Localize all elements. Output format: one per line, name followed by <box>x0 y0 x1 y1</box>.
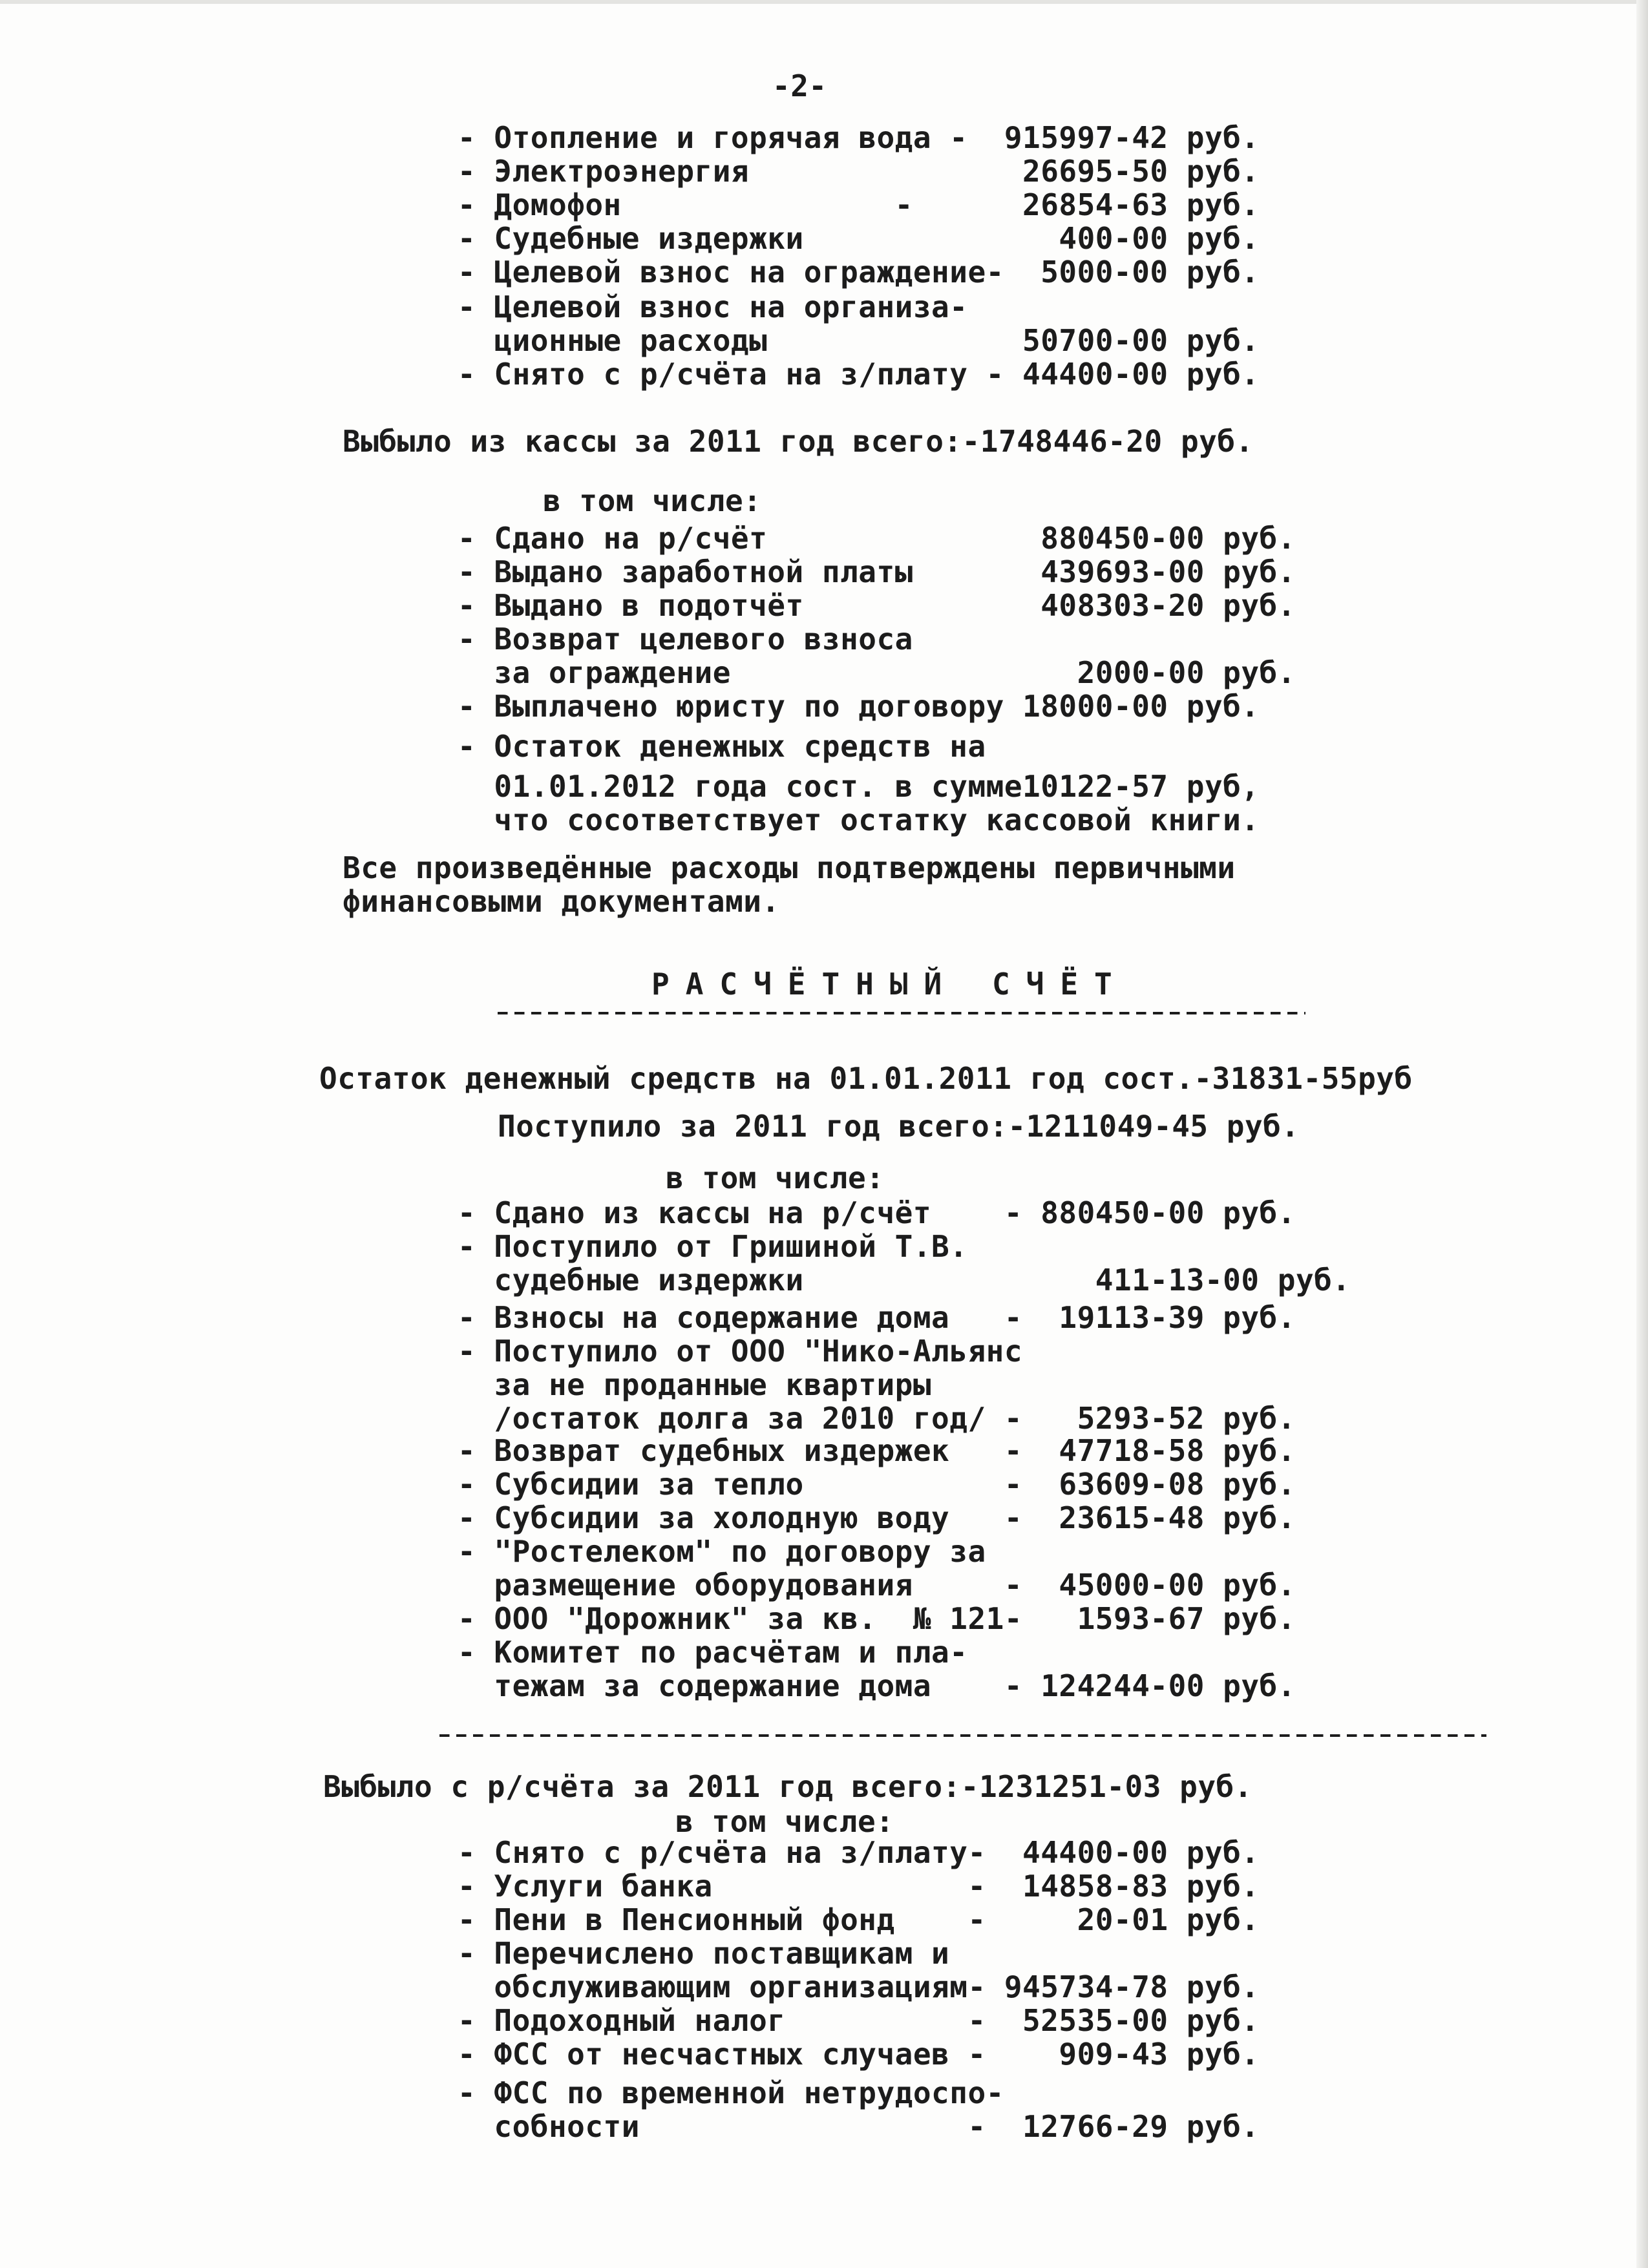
kassa-out-line: - Сдано на р/счёт 880450-00 руб. <box>458 521 1296 556</box>
kassa-out-subheader: в том числе: <box>543 483 762 518</box>
section-title: РАСЧЁТНЫЙ СЧЁТ <box>651 967 1128 1002</box>
page-right-edge <box>1636 0 1648 2268</box>
account-in-line: - Поступило от Гришиной Т.В. <box>458 1229 968 1264</box>
account-out-total: Выбыло с р/счёта за 2011 год всего:-1231251-03 руб. <box>323 1769 1252 1804</box>
account-in-subheader: в том числе: <box>666 1160 885 1195</box>
account-in-line: тежам за содержание дома - 124244-00 руб. <box>458 1668 1296 1703</box>
account-out-line: - Услуги банка - 14858-83 руб. <box>458 1869 1260 1904</box>
kassa-out-line: - Выдано заработной платы 439693-00 руб. <box>458 554 1296 589</box>
expenses-note-line: финансовыми документами. <box>343 884 780 919</box>
account-in-line: за не проданные квартиры <box>458 1367 932 1402</box>
account-out-line: - Подоходный налог - 52535-00 руб. <box>458 2003 1260 2038</box>
kassa-expense-line: - Отопление и горячая вода - 915997-42 руб. <box>458 120 1260 155</box>
account-out-line: - ФСС от несчастных случаев - 909-43 руб. <box>458 2037 1260 2072</box>
expenses-note-line: Все произведённые расходы подтверждены первичными <box>343 850 1236 885</box>
account-out-line: - ФСС по временной нетрудоспо- <box>458 2075 1004 2110</box>
account-in-total: Поступило за 2011 год всего:-1211049-45 руб. <box>498 1109 1300 1144</box>
kassa-out-line: - Возврат целевого взноса <box>458 622 913 656</box>
kassa-expense-line: - Снято с р/счёта на з/плату - 44400-00 руб. <box>458 357 1260 392</box>
kassa-out-line: - Выдано в подотчёт 408303-20 руб. <box>458 588 1296 623</box>
account-in-line: - ООО "Дорожник" за кв. № 121- 1593-67 руб. <box>458 1601 1296 1636</box>
account-in-line: - Поступило от ООО "Нико-Альянс <box>458 1334 1023 1369</box>
account-opening-balance: Остаток денежный средств на 01.01.2011 год сост.-31831-55руб <box>319 1061 1413 1096</box>
page-number: -2- <box>772 68 827 103</box>
account-in-line: - Комитет по расчётам и пла- <box>458 1635 968 1670</box>
account-in-line: - Сдано из кассы на р/счёт - 880450-00 руб. <box>458 1195 1296 1230</box>
account-out-line: - Пени в Пенсионный фонд - 20-01 руб. <box>458 1902 1260 1937</box>
kassa-out-line: - Выплачено юристу по договору 18000-00 руб. <box>458 689 1260 724</box>
account-in-line: - "Ростелеком" по договору за <box>458 1534 986 1569</box>
kassa-expense-line: - Целевой взнос на ограждение- 5000-00 руб. <box>458 255 1260 289</box>
kassa-out-line: что сосответствует остатку кассовой книги. <box>458 803 1260 837</box>
kassa-out-total: Выбыло из кассы за 2011 год всего:-1748446-20 руб. <box>343 424 1254 459</box>
account-in-line: размещение оборудования - 45000-00 руб. <box>458 1568 1296 1602</box>
account-out-line: - Снято с р/счёта на з/плату- 44400-00 руб. <box>458 1835 1260 1870</box>
account-in-line: - Субсидии за холодную воду - 23615-48 руб. <box>458 1500 1296 1535</box>
kassa-out-line: за ограждение 2000-00 руб. <box>458 655 1296 690</box>
account-in-line: - Субсидии за тепло - 63609-08 руб. <box>458 1467 1296 1502</box>
account-out-subheader: в том числе: <box>675 1804 894 1839</box>
kassa-expense-line: - Судебные издержки 400-00 руб. <box>458 221 1260 256</box>
kassa-expense-line: - Домофон - 26854-63 руб. <box>458 187 1260 222</box>
kassa-expense-line: - Целевой взнос на организа- <box>458 289 968 324</box>
kassa-out-line: - Остаток денежных средств на <box>458 729 986 764</box>
kassa-out-line: 01.01.2012 года сост. в сумме10122-57 руб, <box>458 769 1260 804</box>
account-out-line: - Перечислено поставщикам и <box>458 1936 950 1971</box>
account-in-line: - Взносы на содержание дома - 19113-39 руб. <box>458 1300 1296 1335</box>
account-in-line: /остаток долга за 2010 год/ - 5293-52 руб. <box>458 1401 1296 1436</box>
account-in-line: судебные издержки 411-13-00 руб. <box>458 1263 1351 1297</box>
account-out-line: обслуживающим организациям- 945734-78 руб. <box>458 1969 1260 2004</box>
section-title-underline <box>498 1012 1305 1014</box>
account-in-line: - Возврат судебных издержек - 47718-58 руб. <box>458 1433 1296 1468</box>
kassa-expense-line: ционные расходы 50700-00 руб. <box>458 323 1260 358</box>
page-top-edge <box>0 0 1648 4</box>
section-separator <box>439 1734 1486 1737</box>
kassa-expense-line: - Электроэнергия 26695-50 руб. <box>458 154 1260 189</box>
account-out-line: собности - 12766-29 руб. <box>458 2109 1260 2144</box>
